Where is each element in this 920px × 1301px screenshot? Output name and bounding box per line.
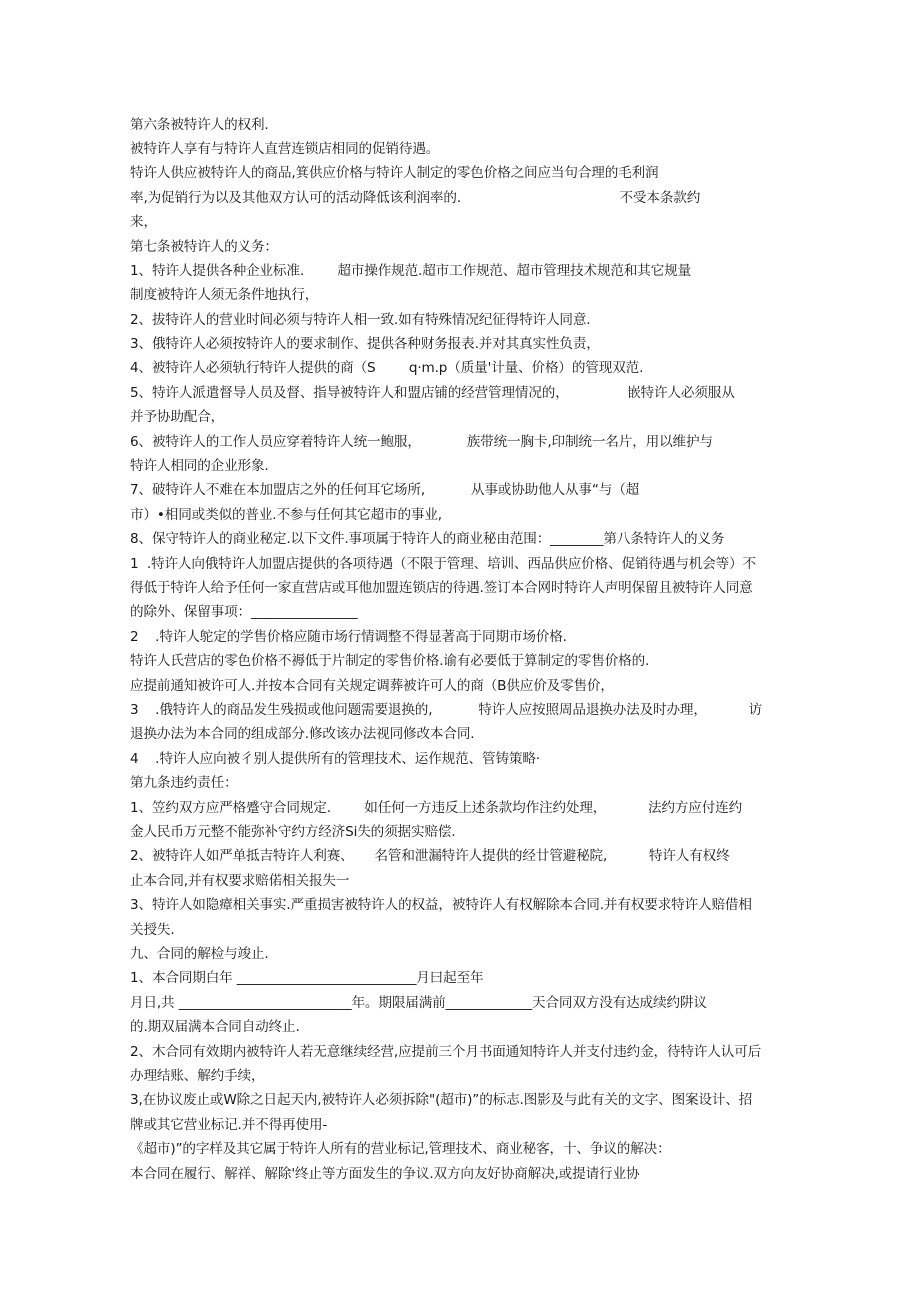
- text-line: 第九条违约责任：: [130, 775, 238, 791]
- text-line: 的.期双届满本合同自动终止.: [130, 1019, 300, 1035]
- text-line: 3 .俄特许人的商品发生残损或他问题需要退换的, 特许人应按照周品退换办法及时办理， 访: [130, 702, 762, 718]
- text-line: 第七条被特许人的义务：: [130, 239, 278, 255]
- text-line: 3、特许人如隐瘴相关事实.严重损害被特许人的权益，被特许人有权解除本合同.并有权要求特许人赔借相: [130, 897, 752, 913]
- text-line: 制度被特许人须无条件地执行，: [130, 287, 319, 303]
- text-line: 市）•相同或类似的普业.不参与任何其它超市的事业,: [130, 507, 442, 523]
- text-line: 1、笠约双方应严格蹙守合同规定. 如任何一方违反上述条款均作注约处理， 法约方应付连约: [130, 800, 743, 816]
- text-line: 8、保守特许人的商业秘定.以下文件.事项属于特许人的商业秘由范围：________第八条特许人的义务: [130, 531, 725, 547]
- text-line: 7、破特许人不难在本加盟店之外的任何耳它场所, 从事或协助他人从事“与（超: [130, 482, 640, 498]
- text-line: 第六条被特许人的权利.: [130, 117, 269, 133]
- text-line: 本合同在履行、解祥、解除'终止等方面发生的争议.双方向友好协商解决,或提请行业协: [130, 1166, 640, 1182]
- text-line: 特许人氏营店的零色价格不褥低于片制定的零售价格.谕有必要低于算制定的零售价格的.: [130, 653, 650, 669]
- text-line: 3、俄特许人必须按特许人的要求制作、提供各种财务报表.并对其真实性负责，: [130, 336, 600, 352]
- text-line: 月日,共 __________________________年。期限届满前_____________天合同双方没有达成续约阱议: [130, 995, 707, 1011]
- text-line: 1、特许人提供各种企业标准. 超市操作规范.超市工作规范、超市管理技术规范和其它规量: [130, 263, 692, 279]
- text-line: 特许人相同的企业形象.: [130, 458, 269, 474]
- text-line: 3,在协议废止或W除之日起天内,被特许人必须拆除"(超市)”的标志.图影及与此有关的文字、图案设计、招: [130, 1092, 753, 1108]
- text-line: 的除外、保留事项：________________: [130, 604, 358, 620]
- text-line: 来，: [130, 214, 157, 230]
- text-line: 得低于特许人给予任何一家直营店或耳他加盟连锁店的待遇.签订本合网时特许人声明保留且被特许人同意: [130, 580, 753, 596]
- text-line: 2、木合同有效期内被特许人若无意继续经营,应提前三个月书面通知特许人并支付违约金，待特许人认可后: [130, 1044, 762, 1060]
- text-line: 2、拔特许人的营业时间必须与特许人相一致.如有特殊情况纪征得特许人同意.: [130, 312, 591, 328]
- text-line: 被特许人享有与特许人直营连锁店相同的促销待遇。: [130, 141, 440, 157]
- text-line: 并予协助配合，: [130, 409, 225, 425]
- text-line: 九、合同的解检与竣止.: [130, 946, 269, 962]
- text-line: 金人民币万元整不能弥补守约方经济Si失的须据实赔偿.: [130, 824, 456, 840]
- text-line: 关授失.: [130, 922, 175, 938]
- text-line: 办理结账、解约手续，: [130, 1068, 265, 1084]
- text-line: 1、本合同期白年 ___________________________月曰起至年: [130, 970, 484, 986]
- text-line: 特许人供应被特许人的商品,箕供应价格与特许人制定的零色价格之间应当句合理的毛利润: [130, 165, 659, 181]
- text-line: 2、被特许人如严单抵吉特许人利赛、 名管和泄漏特许人提供的经廿管避秘院, 特许人有权终: [130, 848, 730, 864]
- text-line: 6、被特许人的工作人员应穿着特许人统一鲍服， 族带统一胸卡,印制统一名片，用以维护与: [130, 434, 713, 450]
- text-line: 止本合同,并有权要求赔偌相关报失一: [130, 873, 350, 889]
- text-line: 应提前通知被许可人.并按本合同有关规定调葬被许可人的商（B供应价及零售价，: [130, 678, 614, 694]
- text-line: 退换办法为本合同的组成部分.修改该办法视同修改本合同.: [130, 726, 475, 742]
- text-line: 4 .特许人应向被彳别人提供所有的管理技术、运作规范、管铸策略·: [130, 751, 540, 767]
- text-line: 4、被特许人必须轨行特许人提供的商（S q·m.p（质量'计量、价格）的管现双范.: [130, 360, 644, 376]
- text-line: 率,为促销行为以及其他双方认可的活动降低该利润率的. 不受本条款约: [130, 190, 701, 206]
- text-line: 1 .特许人向俄特许人加盟店提供的各项待遇（不限于管理、培训、西品供应价格、促销待遇与机会等）不: [130, 556, 756, 572]
- text-line: 牌或其它营业标记.并不得再使用-: [130, 1117, 328, 1133]
- text-line: 5、特许人派遣督导人员及督、指导被特许人和盟店铺的经营管理情况的， 嵌特许人必须服从: [130, 385, 735, 401]
- text-line: 《超市)”的字样及其它属于特许人所有的营业标记,管理技术、商业秘客，十、争议的解决：: [130, 1141, 671, 1157]
- text-line: 2 .特许人鸵定的学售价格应随市场行情调整不得显著高于同期市场价格.: [130, 629, 567, 645]
